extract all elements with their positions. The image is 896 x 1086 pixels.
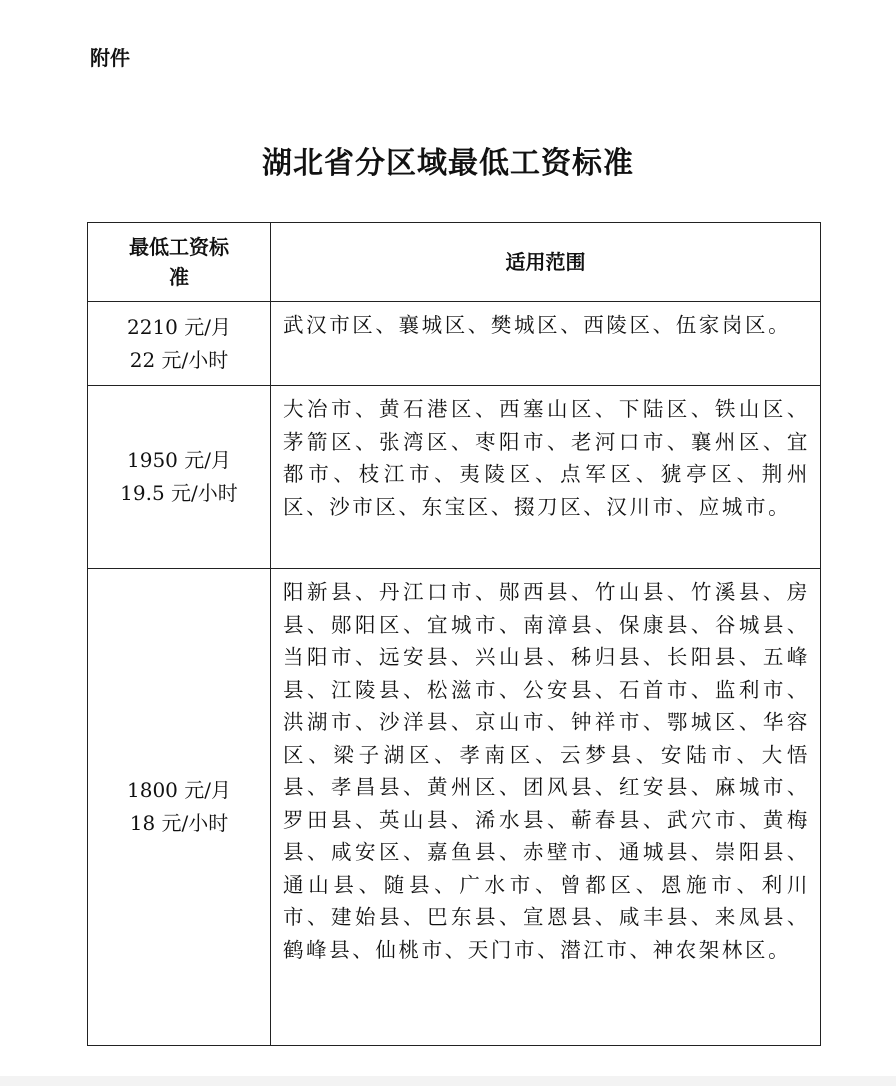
wage-cell — [88, 569, 271, 1046]
page-bottom-edge — [0, 1076, 896, 1086]
header-min-wage: 最低工资标准 — [88, 223, 271, 302]
monthly-wage: 2210 元/月 — [127, 314, 231, 339]
table-row — [88, 569, 821, 1046]
monthly-wage: 1800 元/月 — [127, 778, 231, 802]
hourly-wage: 22 元/小时 — [129, 347, 229, 372]
scope-cell: 阳新县、丹江口市、郧西县、竹山县、竹溪县、房县、郧阳区、宜城市、南漳县、保康县、谷城县、当阳市、远安县、兴山县、秭归县、长阳县、五峰县、江陵县、松滋市、公安县、石首市、监利市、洪湖市、沙洋县、京山市、钟祥市、鄂城区、华容区、梁子湖区、孝南区、云梦县、安陆市、大悟县、孝昌县、黄州区、团风县、红安县、麻城市、罗田县、英山县、浠水县、蕲春县、武穴市、黄梅县、咸安区、嘉鱼县、赤壁市、通城县、崇阳县、通山县、随县、广水市、曾都区、恩施市、利川市、建始县、巴东县、宣恩县、咸丰县、来凤县、鹤峰县、仙桃市、天门市、潜江市、神农架林区。 — [271, 569, 821, 1046]
hourly-wage: 19.5 元/小时 — [120, 481, 238, 505]
monthly-wage: 1950 元/月 — [127, 448, 231, 472]
table-row — [88, 386, 821, 569]
page-title: 湖北省分区域最低工资标准 — [262, 146, 634, 181]
min-wage-table — [87, 222, 821, 1046]
scope-cell: 武汉市区、襄城区、樊城区、西陵区、伍家岗区。 — [271, 302, 821, 386]
wage-cell — [88, 386, 271, 569]
table-row — [88, 302, 821, 386]
table-header-row — [88, 223, 821, 302]
hourly-wage: 18 元/小时 — [129, 811, 229, 835]
attachment-label: 附件 — [90, 46, 130, 70]
scope-cell: 大冶市、黄石港区、西塞山区、下陆区、铁山区、茅箭区、张湾区、枣阳市、老河口市、襄州区、宜都市、枝江市、夷陵区、点军区、猇亭区、荆州区、沙市区、东宝区、掇刀区、汉川市、应城市。 — [271, 386, 821, 569]
header-scope: 适用范围 — [271, 223, 821, 302]
wage-cell — [88, 302, 271, 386]
